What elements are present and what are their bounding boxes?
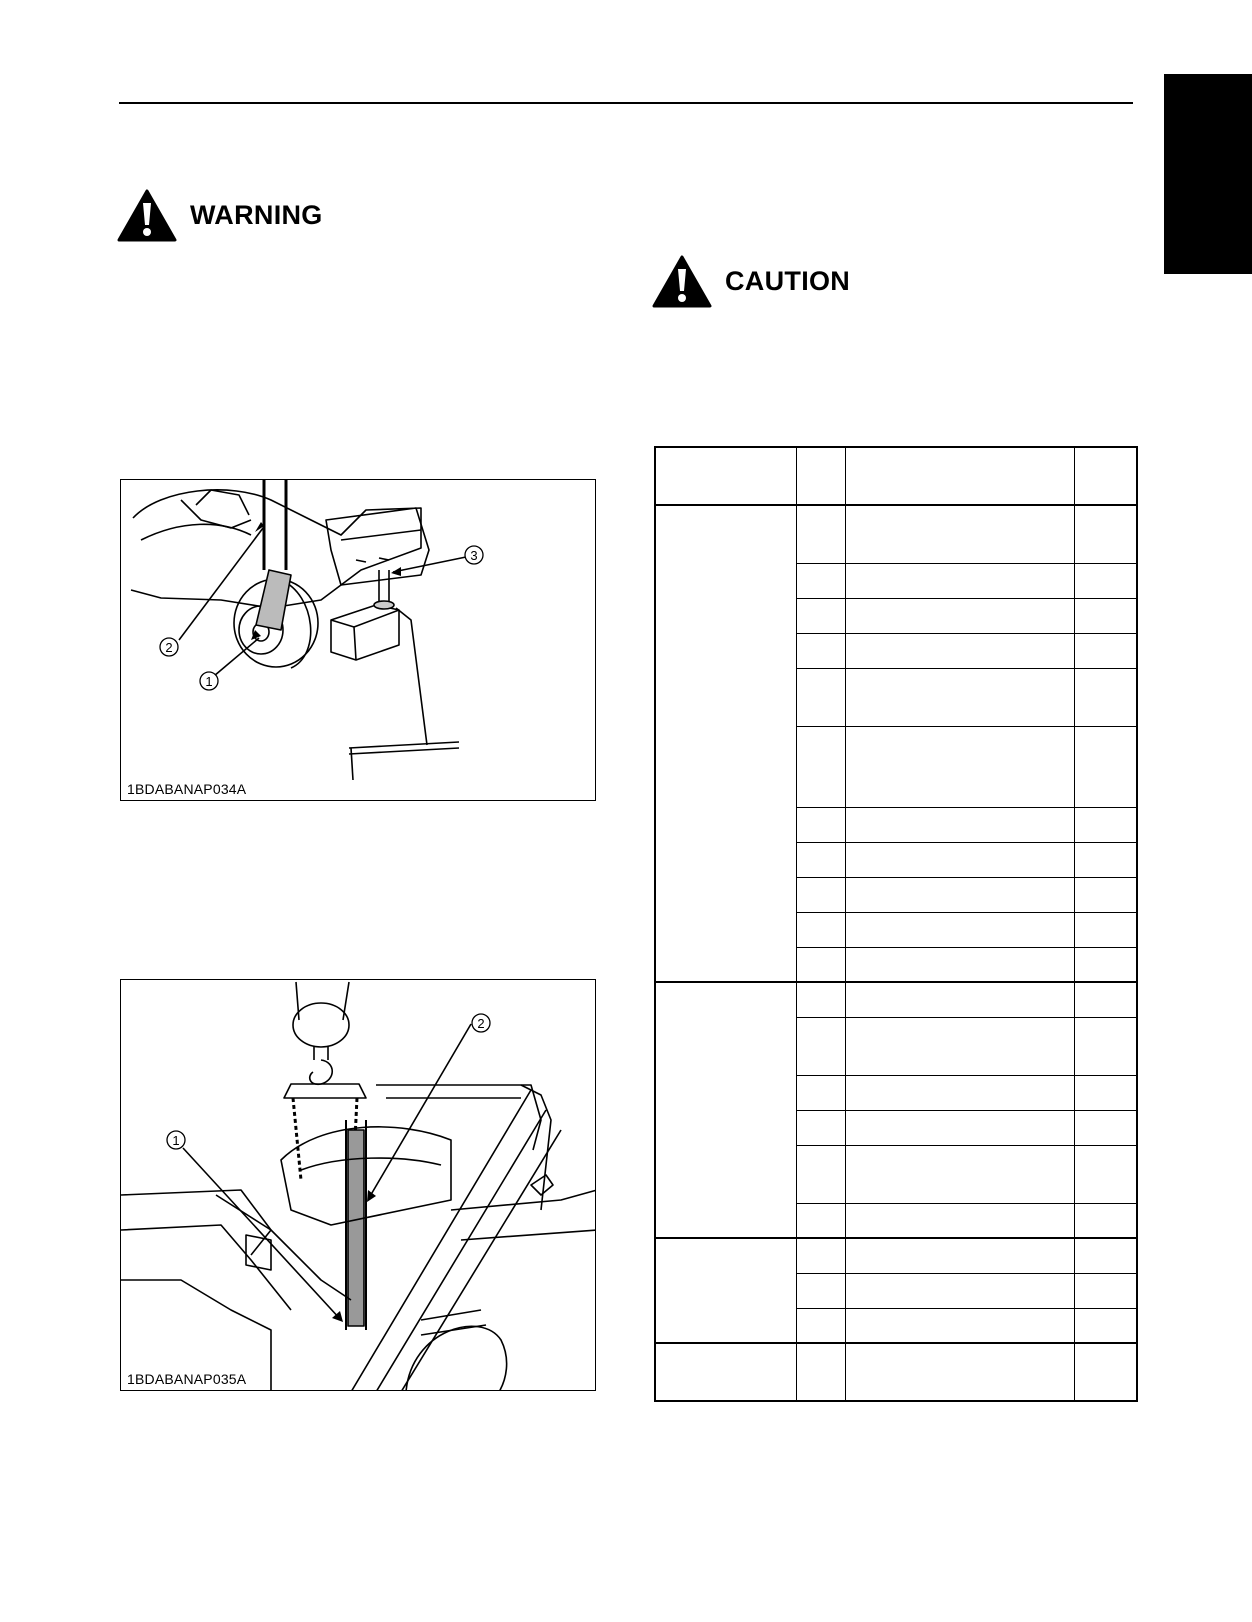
warning-heading [117,189,323,242]
group-cell [655,505,796,982]
table-row [655,505,1137,563]
table-row [655,1238,1137,1273]
caution-triangle-icon [652,255,712,308]
hoist-strap-illustration [121,980,596,1391]
warning-label: WARNING [190,200,323,230]
group-cell [655,1343,796,1401]
figure-lifting-mower [120,479,596,801]
callout-1-label: 1 [172,1133,180,1148]
figure-code: 1BDABANAP034A [127,781,247,797]
caution-heading [652,255,850,308]
callout-3-label: 3 [470,548,478,563]
callout-2-label: 2 [165,640,173,655]
header-cell [655,447,796,505]
table-row [655,1343,1137,1401]
figure-hoist-straps [120,979,596,1391]
warning-triangle-icon [117,189,177,242]
group-cell [655,982,796,1238]
maintenance-table [654,446,1138,1402]
callout-1-label: 1 [205,674,213,689]
caution-label: CAUTION [725,266,851,296]
mower-lift-illustration [121,480,596,801]
group-cell [655,1238,796,1343]
figure-code: 1BDABANAP035A [127,1371,247,1387]
table-header-row [655,447,1137,505]
header-cell [796,447,845,505]
section-tab [1164,74,1252,274]
table-row [655,982,1137,1017]
header-cell [845,447,1074,505]
header-rule [119,102,1133,104]
callout-2-label: 2 [477,1016,485,1031]
header-cell [1074,447,1137,505]
